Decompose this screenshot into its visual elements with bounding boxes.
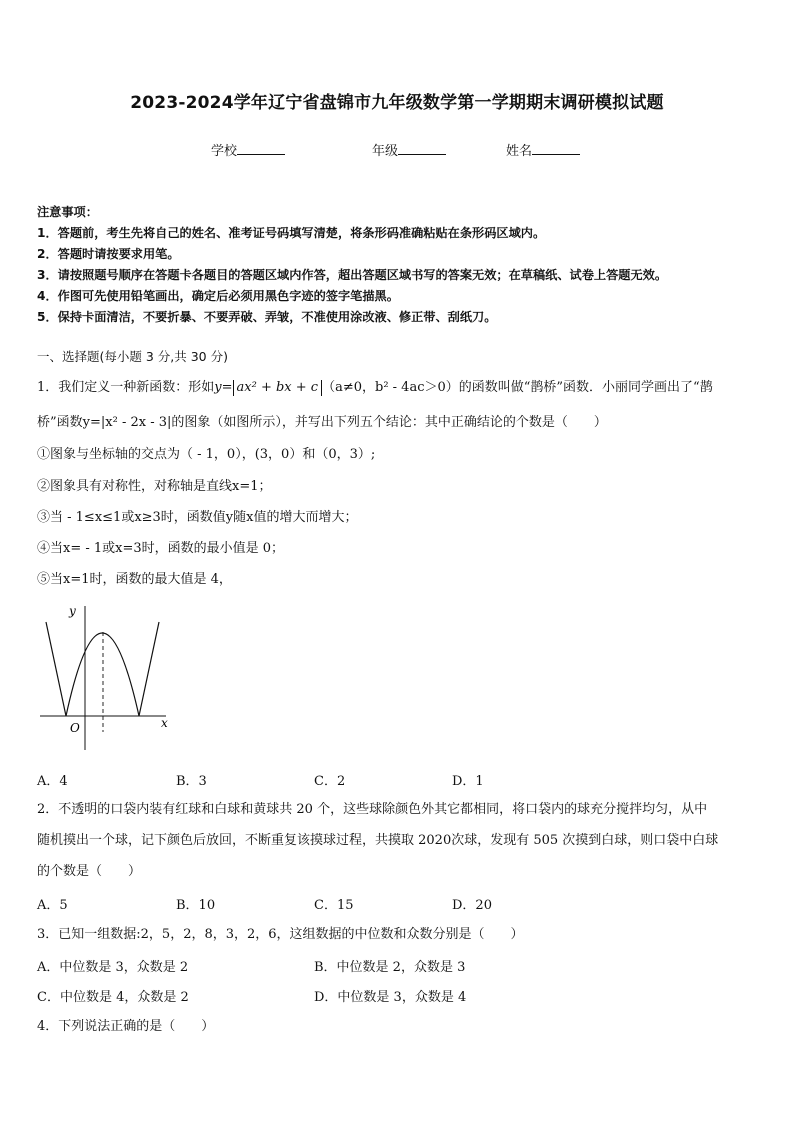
graph-left-branch (46, 622, 66, 716)
origin-label: O (70, 721, 80, 735)
q1-conclusion-4: ④当x= - 1或x=3时，函数的最小值是 0； (37, 541, 285, 556)
grade-label: 年级 (372, 144, 399, 159)
graph-middle-arch (66, 633, 139, 716)
q1-formula-y: y= (214, 380, 233, 395)
q1-line2: 桥”函数y=|x² - 2x - 3|的图象（如图所示），并写出下列五个结论：其中正确结论的个数是（ ） (37, 415, 607, 430)
q2-option-b[interactable]: B．10 (176, 898, 216, 913)
name-field[interactable] (506, 140, 580, 159)
q1-conclusion-5: ⑤当x=1时，函数的最大值是 4， (37, 572, 232, 587)
q1-option-a[interactable]: A．4 (37, 774, 68, 789)
function-graph (36, 600, 176, 760)
note-item: 5．保持卡面清洁，不要折暴、不要弄破、弄皱，不准使用涂改液、修正带、刮纸刀。 (37, 310, 497, 324)
q4-line1: 4．下列说法正确的是（ ） (37, 1019, 215, 1034)
school-label: 学校 (211, 144, 238, 159)
grade-blank[interactable] (398, 142, 446, 155)
q2-line3: 的个数是（ ） (37, 864, 142, 879)
note-item: 2．答题时请按要求用笔。 (37, 247, 180, 261)
page-title: 2023-2024学年辽宁省盘锦市九年级数学第一学期期末调研模拟试题 (130, 93, 664, 113)
q3-line1: 3．已知一组数据:2，5，2，8，3，2，6，这组数据的中位数和众数分别是（ ） (37, 927, 524, 942)
school-field[interactable] (211, 140, 285, 159)
name-blank[interactable] (532, 142, 580, 155)
q3-option-a[interactable]: A．中位数是 3，众数是 2 (37, 960, 189, 975)
x-axis-label: x (161, 716, 168, 730)
section-heading: 一、选择题(每小题 3 分,共 30 分) (37, 349, 228, 364)
q2-option-c[interactable]: C．15 (314, 898, 354, 913)
q1-formula-abs: ax² + bx + c (233, 380, 323, 396)
q1-option-b[interactable]: B．3 (176, 774, 207, 789)
q2-option-a[interactable]: A．5 (37, 898, 68, 913)
q1-line1 (37, 378, 762, 398)
notes-block (37, 202, 767, 328)
name-label: 姓名 (506, 144, 533, 159)
student-info-fields (0, 140, 794, 160)
q2-line1: 2．不透明的口袋内装有红球和白球和黄球共 20 个，这些球除颜色外其它都相同，将口袋内的球充分搅拌均匀，从中 (37, 802, 708, 817)
q3-option-c[interactable]: C．中位数是 4，众数是 2 (37, 990, 189, 1005)
q2-option-d[interactable]: D．20 (452, 898, 492, 913)
grade-field[interactable] (372, 140, 446, 159)
q1-option-d[interactable]: D．1 (452, 774, 484, 789)
q1-conclusion-2: ②图象具有对称性，对称轴是直线x=1； (37, 479, 272, 494)
q1-conclusion-1: ①图象与坐标轴的交点为（ - 1，0），(3，0）和（0，3）; (37, 447, 376, 462)
notes-heading: 注意事项： (37, 205, 98, 219)
q3-option-d[interactable]: D．中位数是 3，众数是 4 (314, 990, 467, 1005)
graph-right-branch (139, 622, 159, 716)
q1-line1-start: 1．我们定义一种新函数：形如 (37, 380, 215, 395)
y-axis-label: y (69, 604, 76, 618)
q1-conclusion-3: ③当 - 1≤x≤1或x≥3时，函数值y随x值的增大而增大； (37, 510, 358, 525)
q2-line2: 随机摸出一个球，记下颜色后放回，不断重复该摸球过程，共摸取 2020次球，发现有 505 次摸到白球，则口袋中白球 (37, 833, 719, 848)
school-blank[interactable] (237, 142, 285, 155)
q1-option-c[interactable]: C．2 (314, 774, 346, 789)
note-item: 3．请按照题号顺序在答题卡各题目的答题区域内作答，超出答题区域书写的答案无效；在草稿纸、试卷上答题无效。 (37, 268, 668, 282)
note-item: 4．作图可先使用铅笔画出，确定后必须用黑色字迹的签字笔描黑。 (37, 289, 399, 303)
note-item: 1．答题前，考生先将自己的姓名、准考证号码填写清楚，将条形码准确粘贴在条形码区域内。 (37, 226, 546, 240)
q1-line1-end: （a≠0，b² - 4ac＞0）的函数叫做“鹊桥”函数．小丽同学画出了“鹊 (322, 380, 713, 395)
q3-option-b[interactable]: B．中位数是 2，众数是 3 (314, 960, 466, 975)
